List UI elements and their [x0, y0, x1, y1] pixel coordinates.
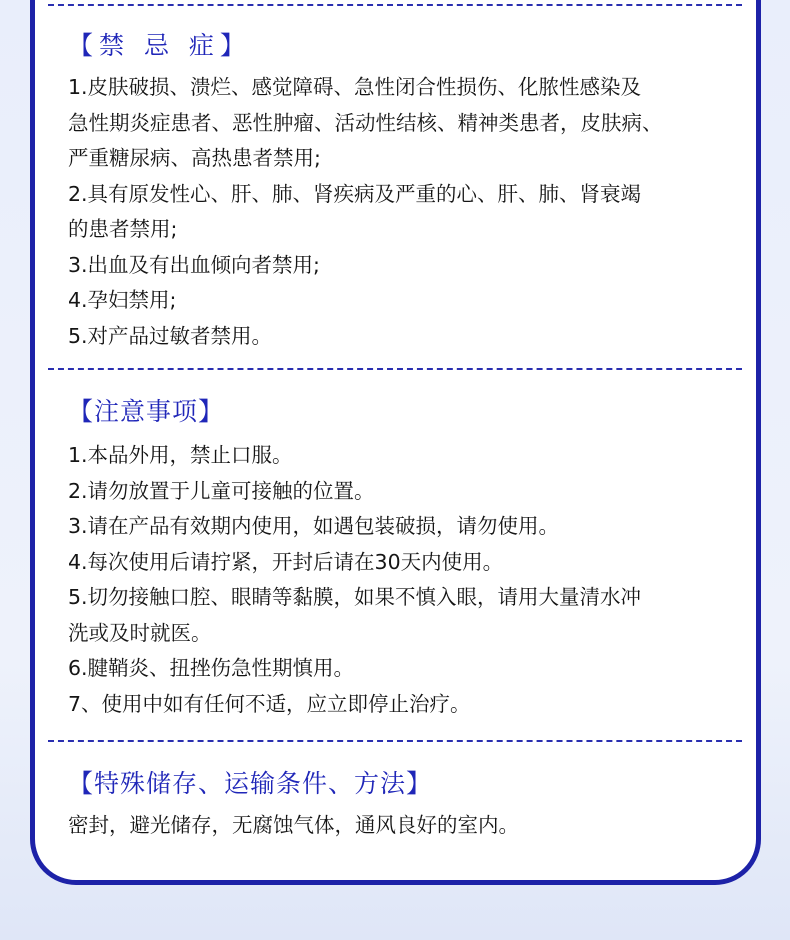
text-line: 密封，避光储存，无腐蚀气体，通风良好的室内。 [68, 813, 519, 837]
text-line: 6.腱鞘炎、扭挫伤急性期慎用。 [68, 656, 355, 680]
dashed-divider [48, 4, 742, 6]
text-line: 5.切勿接触口腔、眼睛等黏膜，如果不慎入眼，请用大量清水冲 [68, 585, 642, 609]
section-title-storage: 【特殊储存、运输条件、方法】 [68, 769, 433, 798]
text-line: 4.每次使用后请拧紧，开封后请在30天内使用。 [68, 549, 504, 574]
text-line: 2.请勿放置于儿童可接触的位置。 [68, 478, 375, 503]
text-line: 2.具有原发性心、肝、肺、肾疾病及严重的心、肝、肺、肾衰竭 [68, 181, 642, 206]
dashed-divider [48, 740, 742, 742]
text-line: 急性期炎症患者、恶性肿瘤、活动性结核、精神类患者，皮肤病、 [68, 110, 663, 135]
text-line: 洗或及时就医。 [68, 620, 212, 645]
text-line: 3.请在产品有效期内使用，如遇包装破损，请勿使用。 [68, 514, 560, 538]
text-line: 5.对产品过敏者禁用。 [68, 323, 273, 348]
section-title-contraindications: 【禁 忌 症】 [68, 31, 251, 60]
text-line: 的患者禁用; [68, 217, 178, 241]
text-line: 4.孕妇禁用; [68, 288, 177, 312]
dashed-divider [48, 368, 742, 370]
text-line: 3.出血及有出血倾向者禁用; [68, 252, 320, 277]
text-line: 7、使用中如有任何不适，应立即停止治疗。 [68, 691, 471, 716]
text-line: 1.皮肤破损、溃烂、感觉障碍、急性闭合性损伤、化脓性感染及 [68, 75, 642, 99]
text-line: 1.本品外用，禁止口服。 [68, 443, 293, 467]
section-title-precautions: 【注意事项】 [68, 397, 225, 426]
text-line: 严重糖尿病、高热患者禁用; [68, 146, 321, 170]
